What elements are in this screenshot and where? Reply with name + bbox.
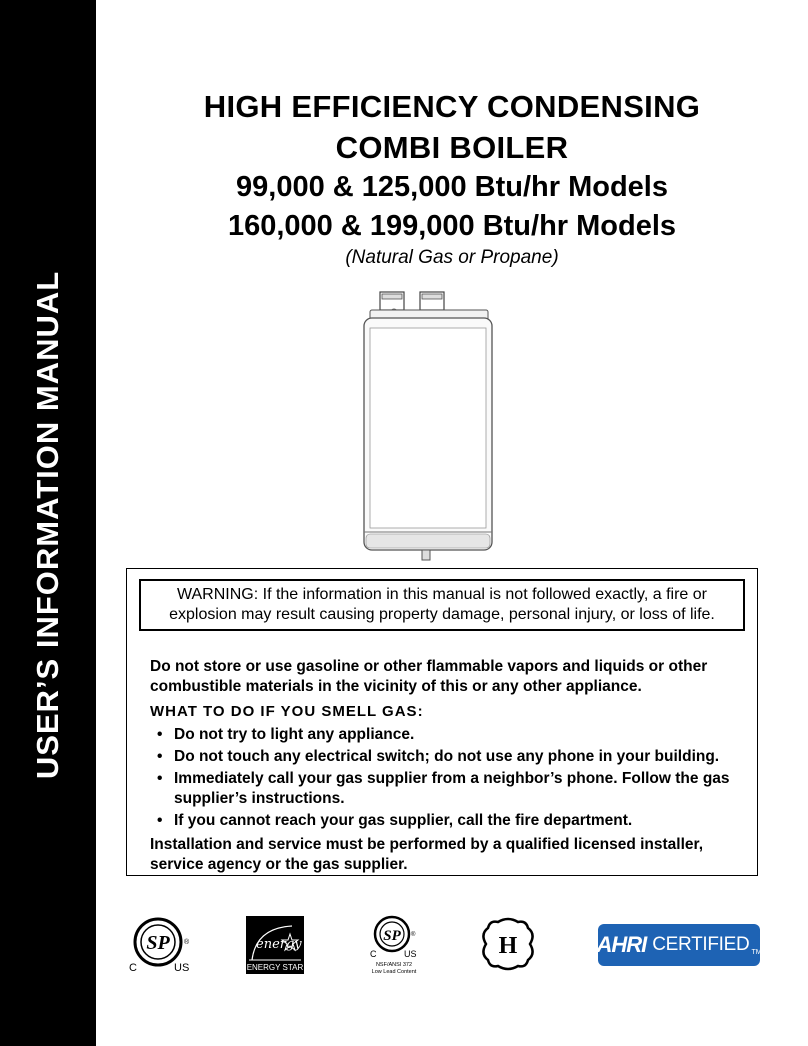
- csa-c: C: [370, 949, 377, 959]
- title-line-1: HIGH EFFICIENCY CONDENSING: [203, 89, 701, 124]
- csa-mark: SP: [146, 932, 170, 954]
- warning-box: WARNING: If the information in this manual is not followed exactly, a fire or explosion may result causing property damage, personal injury, or loss of life.: [139, 579, 745, 631]
- list-item: • Do not try to light any appliance.: [150, 725, 750, 745]
- storage-warning: Do not store or use gasoline or other flammable vapors and liquids or other combustible materials in the vicinity of this or any other appliance.: [150, 658, 708, 695]
- h-stamp-logo: [480, 916, 536, 972]
- energy-star-label: ENERGY STAR: [246, 963, 304, 972]
- document-title: [96, 86, 808, 246]
- list-item: • Do not touch any electrical switch; do not use any phone in your building.: [150, 747, 750, 767]
- registered-mark: ®: [411, 932, 416, 938]
- csa-us: US: [174, 962, 190, 974]
- ahri-mark: AHRI: [596, 932, 647, 957]
- boiler-illustration: [360, 288, 496, 566]
- list-item: • Immediately call your gas supplier from a neighbor’s phone. Follow the gas supplier’s instructions.: [150, 769, 750, 809]
- registered-mark: ®: [184, 939, 190, 946]
- gas-steps-list: [150, 725, 750, 833]
- list-item: • If you cannot reach your gas supplier, call the fire department.: [150, 811, 750, 831]
- csa-logo: [128, 916, 194, 974]
- sidebar: [0, 0, 96, 1046]
- energy-star-logo: [246, 916, 304, 974]
- csa-mark: SP: [383, 928, 401, 944]
- smell-gas-heading: WHAT TO DO IF YOU SMELL GAS:: [150, 703, 424, 720]
- safety-box: [126, 568, 758, 876]
- title-line-4: 160,000 & 199,000 Btu/hr Models: [227, 210, 677, 242]
- installation-note: Installation and service must be performed by a qualified licensed installer, service agency or the gas supplier.: [150, 836, 704, 873]
- fuel-subtitle: (Natural Gas or Propane): [345, 247, 559, 268]
- title-line-3: 99,000 & 125,000 Btu/hr Models: [236, 171, 668, 203]
- csa-us: US: [404, 949, 417, 959]
- ahri-certified-logo: [598, 924, 760, 966]
- csa-c: C: [129, 962, 137, 974]
- energy-script: energy: [256, 937, 302, 952]
- low-lead-label: Low Lead Content: [371, 969, 417, 975]
- ahri-certified: CERTIFIED: [652, 934, 750, 955]
- title-line-2: COMBI BOILER: [335, 130, 569, 165]
- csa-nsf-logo: [366, 914, 428, 976]
- nsf-label: NSF/ANSI 372: [375, 962, 413, 968]
- ahri-tm: TM: [751, 949, 762, 956]
- sidebar-title: USER’S INFORMATION MANUAL: [30, 270, 65, 780]
- h-letter: H: [498, 933, 518, 959]
